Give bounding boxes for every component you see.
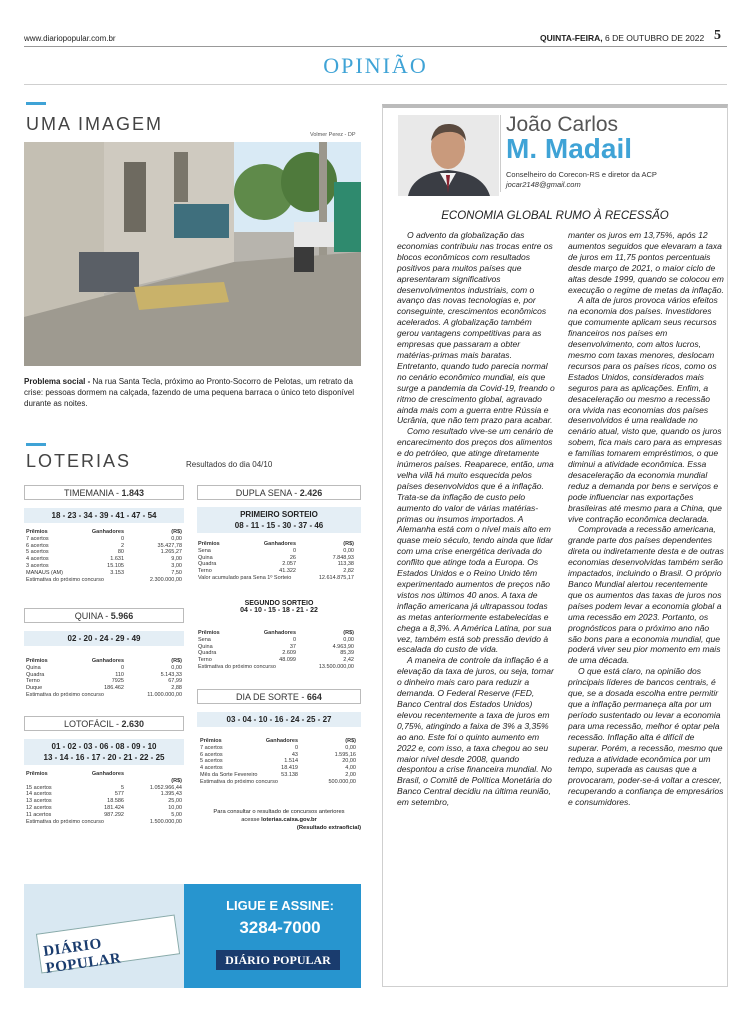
author-portrait [398,115,499,196]
page-number: 5 [714,28,721,43]
header-rule [24,46,727,47]
author-divider [500,115,501,192]
dia-de-sorte-title: DIA DE SORTE - 664 [197,689,361,704]
image-section-title: UMA IMAGEM [26,114,164,134]
site-url: www.diariopopular.com.br [24,34,116,43]
accent-bar [26,102,46,105]
lottery-date: Resultados do dia 04/10 [186,460,273,469]
dia-de-sorte-table: Prêmios Ganhadores (R$) 7 acertos 0 0,00 6 acertos 43 1.595,16 5 acertos 1.514 20,00 4 acertos 18.419 4,00 Mês da Sorte Fevereiro 53.138 2,00 Estimativa do próximo concurso 500.000,00 [200,738,356,785]
article-column-right [568,230,724,808]
article-paragraph: manter os juros em 13,75%, após 12 aumentos seguidos que elevaram a taxa de juros em 11,75 pontos percentuais desde março de 2021, o maior ciclo de altas desde 1999, quando se colocou em execução o regime de metas da inflação. [568,230,724,295]
timemania-table: Prêmios Ganhadores (R$) 7 acertos 0 0,00 6 acertos 2 35.427,78 5 acertos 80 1.265,27 4 acertos 1.631 9,00 3 acertos 15.105 3,00 MANAUS (AM) 3.153 7,50 Estimativa do próximo concurso 2.300.000,00 [26,529,182,583]
dupla-sena-first-numbers: PRIMEIRO SORTEIO 08 - 11 - 15 - 30 - 37 - 46 [197,507,361,533]
dupla-sena-title: DUPLA SENA - 2.426 [197,485,361,500]
ad-phone: 3284-7000 [239,918,321,937]
author-email[interactable]: jocar2148@gmail.com [506,180,581,189]
article-paragraph: A maneira de controle da inflação é a elevação da taxa de juros, ou seja, tornar o dinheiro mais caro para reduzir a demanda. O Federal Reserve (FED, Banco Central dos Estados Unidos) elevou recentemente a taxa de juros em 0,75%, atingindo a faixa de 3% a 3,35% ao ano. Este foi o quinto aumento em 2022 e, com isso, a taxa chegou ao seu maior nível desde 2008, quando despontou a crise financeira mundial. No Brasil, o Comitê de Política Monetária do Banco Central decidiu na última reunião, em setembro, [397,655,554,808]
article-title: ECONOMIA GLOBAL RUMO À RECESSÃO [441,210,669,222]
author-first-name: João Carlos [506,113,619,136]
ad-newspaper-logo: DIÁRIO POPULAR [42,935,123,977]
author-bio: Conselheiro do Corecon-RS e diretor da ACP [506,170,657,179]
article-column-left [397,230,555,808]
article-paragraph: A alta de juros provoca vários efeitos na economia dos países. Investidores que comumente aplicam seus recursos financeiros nos países em desenvolvimento, com altos lucros, mesmo com taxas menores, deslocam recursos para os países ricos, como os Estados Unidos, considerados mais seguros para as aplicações. Enfim, a desaceleração ou mesmo a recessão ora vivida nas economias dos países desenvolvidos é uma realidade no cenário atual, visto que, quando os juros sobem, fica mais caro para as empresas e famílias tomarem empréstimos, o que diminui a atividade econômica. Essa desaceleração da economia mundial reduz a demanda por bens e serviços e pode influenciar nas exportações brasileiras até mesmo para a China, que vive contração econômica declarada. [568,295,722,524]
lottery-footer: Para consultar o resultado de concursos anteriores acesse loterias.caixa.gov.br (Resultado extraoficial) [213,809,361,831]
section-title: OPINIÃO [323,53,428,78]
lottery-section-title: LOTERIAS [26,451,132,471]
accent-bar [26,443,46,446]
ad-brand: DIÁRIO POPULAR [216,950,340,970]
lotofacil-numbers: 01 - 02 - 03 - 06 - 08 - 09 - 10 13 - 14 - 16 - 17 - 20 - 21 - 22 - 25 [24,739,184,765]
dupla-sena-first-table: Prêmios Ganhadores (R$) Sena 0 0,00 Quina 26 7.848,93 Quadra 2.057 113,38 Terno 41.322 2,82 Valor acumulado para Sena 1º Sorteio 12.614.875,17 [198,541,354,581]
ad-headline: LIGUE E ASSINE: [226,898,334,913]
article-paragraph: Como resultado vive-se um cenário de encarecimento dos preços dos alimentos e do petróleo, que atinge diretamente inúmeros países. Reaparece, então, uma velha vilã há muito esquecida pelos países desenvolvidos que é a inflação. Trata-se da inflação de custo pelo aumento do valor de várias matérias-primas ou insumos importados. A Alemanha está com o nível mais alto em quase meio século, tendo ainda que lidar com uma crise energética derivada do conflito que atinge toda a Europa. Os Estados Unidos e o Reino Unido têm experimentado aumentos de preços não vistos nos últimos 40 anos. A taxa de inflação americana já ultrapassou todas as metas anteriormente estabelecidas e chega a 8,3%. A América Latina, por sua vez, também está sob pressão devido à escalada do custo de vida. [397,426,554,655]
quina-title: QUINA - 5.966 [24,608,184,623]
dupla-sena-second-table: Prêmios Ganhadores (R$) Sena 0 0,00 Quina 37 4.963,90 Quadra 2.609 85,39 Terno 48.099 2,42 Estimativa do próximo concurso 13.500.000,00 [198,630,354,670]
timemania-title: TIMEMANIA - 1.843 [24,485,184,500]
article-paragraph: Comprovada a recessão americana, grande parte dos países dependentes direta ou indiretamente desta e de outras economias desenvolvidas também serão impactados, incluindo o Brasil. O próprio Banco Mundial alertou recentemente que os aumentos das taxas de juros nos países podem levar a economia global a uma recessão em 2023. Portanto, os prognósticos para o próximo ano não são bons para a economia mundial, que poderá viver seu pior momento em mais de uma década. [568,524,724,666]
lotofacil-table: Prêmios Ganhadores (R$) 15 acertos 5 1.052.966,44 14 acertos 577 1.395,43 13 acertos 18.586 25,00 12 acertos 181.424 10,00 11 acertos 987.292 5,00 Estimativa do próximo concurso 1.500.000,00 [26,771,182,825]
photo-credit: Volmer Perez - DP [310,132,356,138]
dupla-sena-second-header: SEGUNDO SORTEIO 04 - 10 - 15 - 18 - 21 - 22 [240,600,318,614]
news-photo [24,142,361,366]
photo-caption: Problema social - Na rua Santa Tecla, próximo ao Pronto-Socorro de Pelotas, um retrato da crise: pessoas dormem na calçada, fazendo de uma pequena barraca o único teto disponível durante as noites. [24,377,354,408]
author-last-name: M. Madail [506,133,633,164]
quina-table: Prêmios Ganhadores (R$) Quina 0 0,00 Quadra 110 5.143,33 Terno 7925 67,99 Duque 186.462 2,88 Estimativa do próximo concurso 11.000.000,00 [26,658,182,698]
article-paragraph: O que está claro, na opinião dos principais líderes de bancos centrais, é que, se a dosada escolha entre permitir que a inflação permaneça alta por um período sustentado ou levar a economia para uma recessão, melhor é optar pela recessão. Inflação alta é difícil de superar. Porém, a recessão, mesmo que reduza a atividade econômica por um tempo, superada as causas que a provocaram, poder-se-á voltar a crescer, recuperando a confiança de empresários e consumidores. [568,666,724,808]
section-rule [24,84,727,85]
dia-de-sorte-numbers: 03 - 04 - 10 - 16 - 24 - 25 - 27 [197,712,361,727]
edition-date: QUINTA-FEIRA, 6 DE OUTUBRO DE 2022 [540,33,705,43]
article-paragraph: O advento da globalização das economias contribuiu nas trocas entre os blocos econômicos com resultados positivos para muitos países que apresentaram significativos desenvolvimentos industriais, com o avanço das novas tecnologias e, por conseguinte, crescimentos econômicos acelerados. A globalização também gerou vantagens competitivas para as empresas que passaram a obter matérias-primas mais baratas. Entretanto, quando tudo parecia normal no cenário econômico mundial, eis que surge a pandemia da Covid-19, freando o ritmo de crescimento global, agravado ainda mais com a guerra entre Rússia e Ucrânia, que não tem prazo para acabar. [397,230,555,426]
lotofacil-title: LOTOFÁCIL - 2.630 [24,716,184,731]
timemania-numbers: 18 - 23 - 34 - 39 - 41 - 47 - 54 [24,508,184,523]
quina-numbers: 02 - 20 - 24 - 29 - 49 [24,631,184,646]
subscription-ad[interactable] [24,884,361,988]
lottery-link[interactable]: loterias.caixa.gov.br [261,817,317,823]
